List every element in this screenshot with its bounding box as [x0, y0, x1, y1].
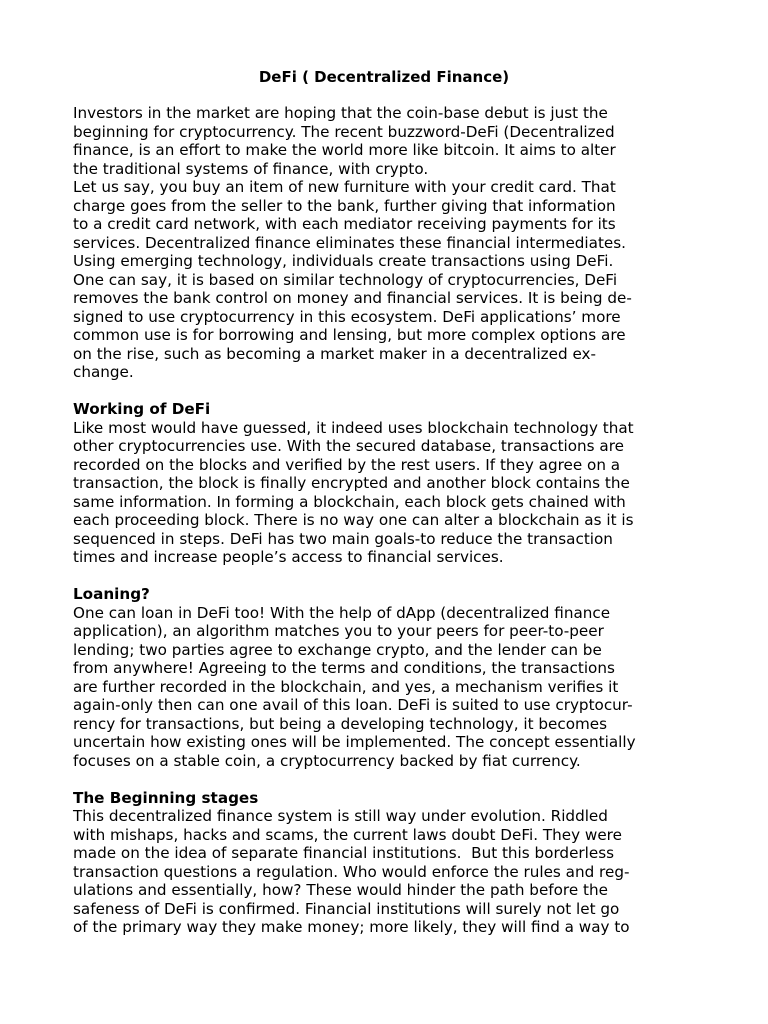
- text-line: transaction, the block is finally encrypted and another block contains the: [73, 474, 630, 492]
- text-line: services. Decentralized finance eliminates these financial intermediates.: [73, 233, 626, 252]
- text-line: One can say, it is based on similar technology of cryptocurrencies, DeFi: [73, 270, 618, 289]
- text-line: focuses on a stable coin, a cryptocurrency backed by fiat currency.: [73, 751, 581, 770]
- text-line: Investors in the market are hoping that the coin-base debut is just the: [73, 104, 608, 122]
- paragraph-spacer: [73, 770, 703, 789]
- text-line: One can loan in DeFi too! With the help of dApp (decentralized finance: [73, 603, 611, 622]
- text-line: charge goes from the seller to the bank, further giving that information: [73, 196, 616, 215]
- text-line: recorded on the blocks and verified by the rest users. If they agree on a: [73, 455, 621, 474]
- text-line: Using emerging technology, individuals create transactions using DeFi.: [73, 252, 614, 270]
- text-line: This decentralized finance system is still way under evolution. Riddled: [73, 807, 608, 825]
- text-line: application), an algorithm matches you to your peers for peer-to-peer: [73, 622, 604, 640]
- text-line: Like most would have guessed, it indeed uses blockchain technology that: [73, 418, 634, 437]
- text-line: removes the bank control on money and financial services. It is being de-: [73, 289, 632, 307]
- text-line: made on the idea of separate financial institutions. But this borderless: [73, 844, 615, 862]
- text-line: from anywhere! Agreeing to the terms and conditions, the transactions: [73, 659, 615, 677]
- text-line: each proceeding block. There is no way one can alter a blockchain as it is: [73, 511, 634, 529]
- text-line: common use is for borrowing and lensing, but more complex options are: [73, 326, 626, 344]
- text-line: on the rise, such as becoming a market maker in a decentralized ex-: [73, 344, 597, 363]
- section-loaning: [73, 585, 703, 770]
- text-line: lending; two parties agree to exchange crypto, and the lender can be: [73, 640, 602, 659]
- text-line: other cryptocurrencies use. With the secured database, transactions are: [73, 437, 624, 455]
- text-line: transaction questions a regulation. Who would enforce the rules and reg-: [73, 862, 630, 881]
- intro-paragraph: [73, 104, 703, 382]
- text-line: sequenced in steps. DeFi has two main goals-to reduce the transaction: [73, 529, 613, 548]
- text-line: Let us say, you buy an item of new furniture with your credit card. That: [73, 178, 616, 196]
- section-heading: Loaning?: [73, 585, 150, 603]
- text-line: safeness of DeFi is confirmed. Financial institutions will surely not let go: [73, 899, 620, 918]
- paragraph-spacer: [73, 382, 703, 401]
- text-line: of the primary way they make money; more likely, they will find a way to: [73, 918, 630, 936]
- text-line: times and increase people’s access to financial services.: [73, 548, 504, 566]
- text-line: beginning for cryptocurrency. The recent buzzword-DeFi (Decentralized: [73, 122, 615, 141]
- text-line: are further recorded in the blockchain, and yes, a mechanism verifies it: [73, 677, 619, 696]
- text-line: with mishaps, hacks and scams, the current laws doubt DeFi. They were: [73, 825, 622, 844]
- text-line: to a credit card network, with each mediator receiving payments for its: [73, 215, 616, 233]
- section-working-of-defi: [73, 400, 703, 567]
- text-line: signed to use cryptocurrency in this ecosystem. DeFi applications’ more: [73, 307, 621, 326]
- paragraph-spacer: [73, 567, 703, 586]
- text-line: ulations and essentially, how? These would hinder the path before the: [73, 881, 608, 899]
- text-line: finance, is an effort to make the world more like bitcoin. It aims to alter: [73, 141, 616, 159]
- text-line: uncertain how existing ones will be implemented. The concept essentially: [73, 733, 636, 751]
- text-line: rency for transactions, but being a developing technology, it becomes: [73, 714, 608, 733]
- document-body: [73, 104, 703, 937]
- text-line: same information. In forming a blockchain, each block gets chained with: [73, 492, 626, 511]
- section-beginning-stages: [73, 789, 703, 937]
- text-line: change.: [73, 363, 134, 381]
- text-line: the traditional systems of finance, with crypto.: [73, 159, 429, 178]
- document-title: DeFi ( Decentralized Finance): [258, 68, 510, 86]
- text-line: again-only then can one avail of this loan. DeFi is suited to use cryptocur-: [73, 696, 633, 714]
- section-heading: Working of DeFi: [73, 400, 211, 418]
- section-heading: The Beginning stages: [73, 788, 259, 807]
